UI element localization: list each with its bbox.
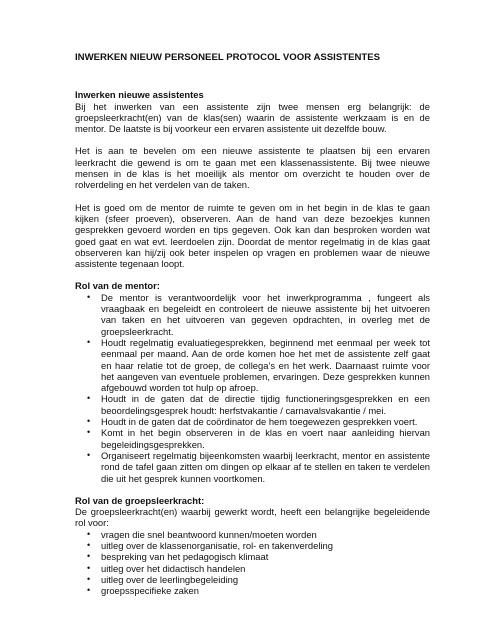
bullet-icon: • — [87, 562, 91, 573]
document-title: INWERKEN NIEUW PERSONEEL PROTOCOL VOOR ASSISTENTES — [75, 52, 381, 63]
list-item: • Komt in het begin observeren in de klas en voert naar aanleiding hiervan begeleidingsgesprekken. — [87, 427, 430, 450]
list-item: • uitleg over de leerlingbegeleiding — [87, 573, 239, 585]
list-item: • groepsspecifieke zaken — [87, 585, 199, 597]
document-page — [75, 52, 430, 596]
list-item: • uitleg over het didactisch handelen — [87, 562, 246, 574]
paragraph: Het is aan te bevelen om een nieuwe assistente te plaatsen bij een ervaren leerkracht die gewend is om te gaan met een klassenassistente. Bij twee nieuwe mensen in de klas is het moeilijk als mentor om overzicht te houden over de rolverdeling en het verdelen van de taken. — [75, 145, 430, 191]
bullet-icon: • — [87, 539, 91, 550]
paragraph: Bij het inwerken van een assistente zijn twee mensen erg belangrijk: de groepsleerkracht(en) van de klas(sen) waarin de assistente werkzaam is en de mentor. De laatste is bij voorkeur een ervaren assistente uit dezelfde bouw. — [75, 100, 430, 135]
paragraph: De groepsleerkracht(en) waarbij gewerkt wordt, heeft een belangrijke begeleidende rol voor: — [75, 506, 430, 529]
section-heading-inwerken: Inwerken nieuwe assistentes — [75, 89, 204, 101]
paragraph: Het is goed om de mentor de ruimte te geven om in het begin in de klas te gaan kijken (sfeer proeven), observeren. Aan de hand van deze bezoekjes kunnen gesprekken gevoerd worden en tips gegeven. Ook kan dan besproken worden wat goed gaat en wat evt. leerdoelen zijn. Doordat de mentor regelmatig in de klas gaat observeren kan hij/zij ook beter inspelen op vragen en problemen waar de nieuwe assistente tegenaan loopt. — [75, 201, 430, 270]
bullet-icon: • — [87, 427, 91, 438]
list-item: • vragen die snel beantwoord kunnen/moeten worden — [87, 528, 317, 540]
bullet-icon: • — [87, 573, 91, 584]
bullet-icon: • — [87, 449, 91, 460]
bullet-icon: • — [87, 585, 91, 596]
bullet-icon: • — [87, 393, 91, 404]
bullet-icon: • — [87, 416, 91, 427]
list-item: • Houdt regelmatig evaluatiegesprekken, beginnend met eenmaal per week tot eenmaal per maand. Aan de orde komen hoe het met de assistente zelf gaat en haar relatie tot de groep, de collega’s en het werk. Daarnaast ruimte voor het aangeven van eventuele problemen, ervaringen. Deze gesprekken kunnen afgebouwd worden tot hulp op afroep. — [87, 336, 430, 394]
list-item: • Organiseert regelmatig bijeenkomsten waarbij leerkracht, mentor en assistente rond de tafel gaan zitten om dingen op elkaar af te stellen en taken te verdelen die uit het gesprek kunnen voortkomen. — [87, 449, 430, 484]
list-item: • bespreking van het pedagogisch klimaat — [87, 551, 269, 563]
list-item: • De mentor is verantwoordelijk voor het inwerkprogramma , fungeert als vraagbaak en begeleidt en controleert de nieuwe assistente bij het uitvoeren van taken en het uitvoeren van gegeven opdrachten, in overleg met de groepsleerkracht. — [87, 291, 430, 337]
list-item: • Houdt in de gaten dat de coördinator de hem toegewezen gesprekken voert. — [87, 416, 418, 428]
list-item: • Houdt in de gaten dat de directie tijdig functioneringsgesprekken en een beoordelingsgesprek houdt: herfstvakantie / carnavalsvakantie / mei. — [87, 393, 430, 416]
teacher-role-list — [75, 529, 430, 597]
mentor-role-list — [75, 292, 430, 484]
bullet-icon: • — [87, 336, 91, 347]
bullet-icon: • — [87, 551, 91, 562]
list-item: • uitleg over de klassenorganisatie, rol- en takenverdeling — [87, 539, 333, 551]
section-heading-groepsleerkracht: Rol van de groepsleerkracht: — [75, 494, 205, 506]
bullet-icon: • — [87, 291, 91, 302]
section-heading-mentor: Rol van de mentor: — [75, 280, 160, 292]
bullet-icon: • — [87, 528, 91, 539]
